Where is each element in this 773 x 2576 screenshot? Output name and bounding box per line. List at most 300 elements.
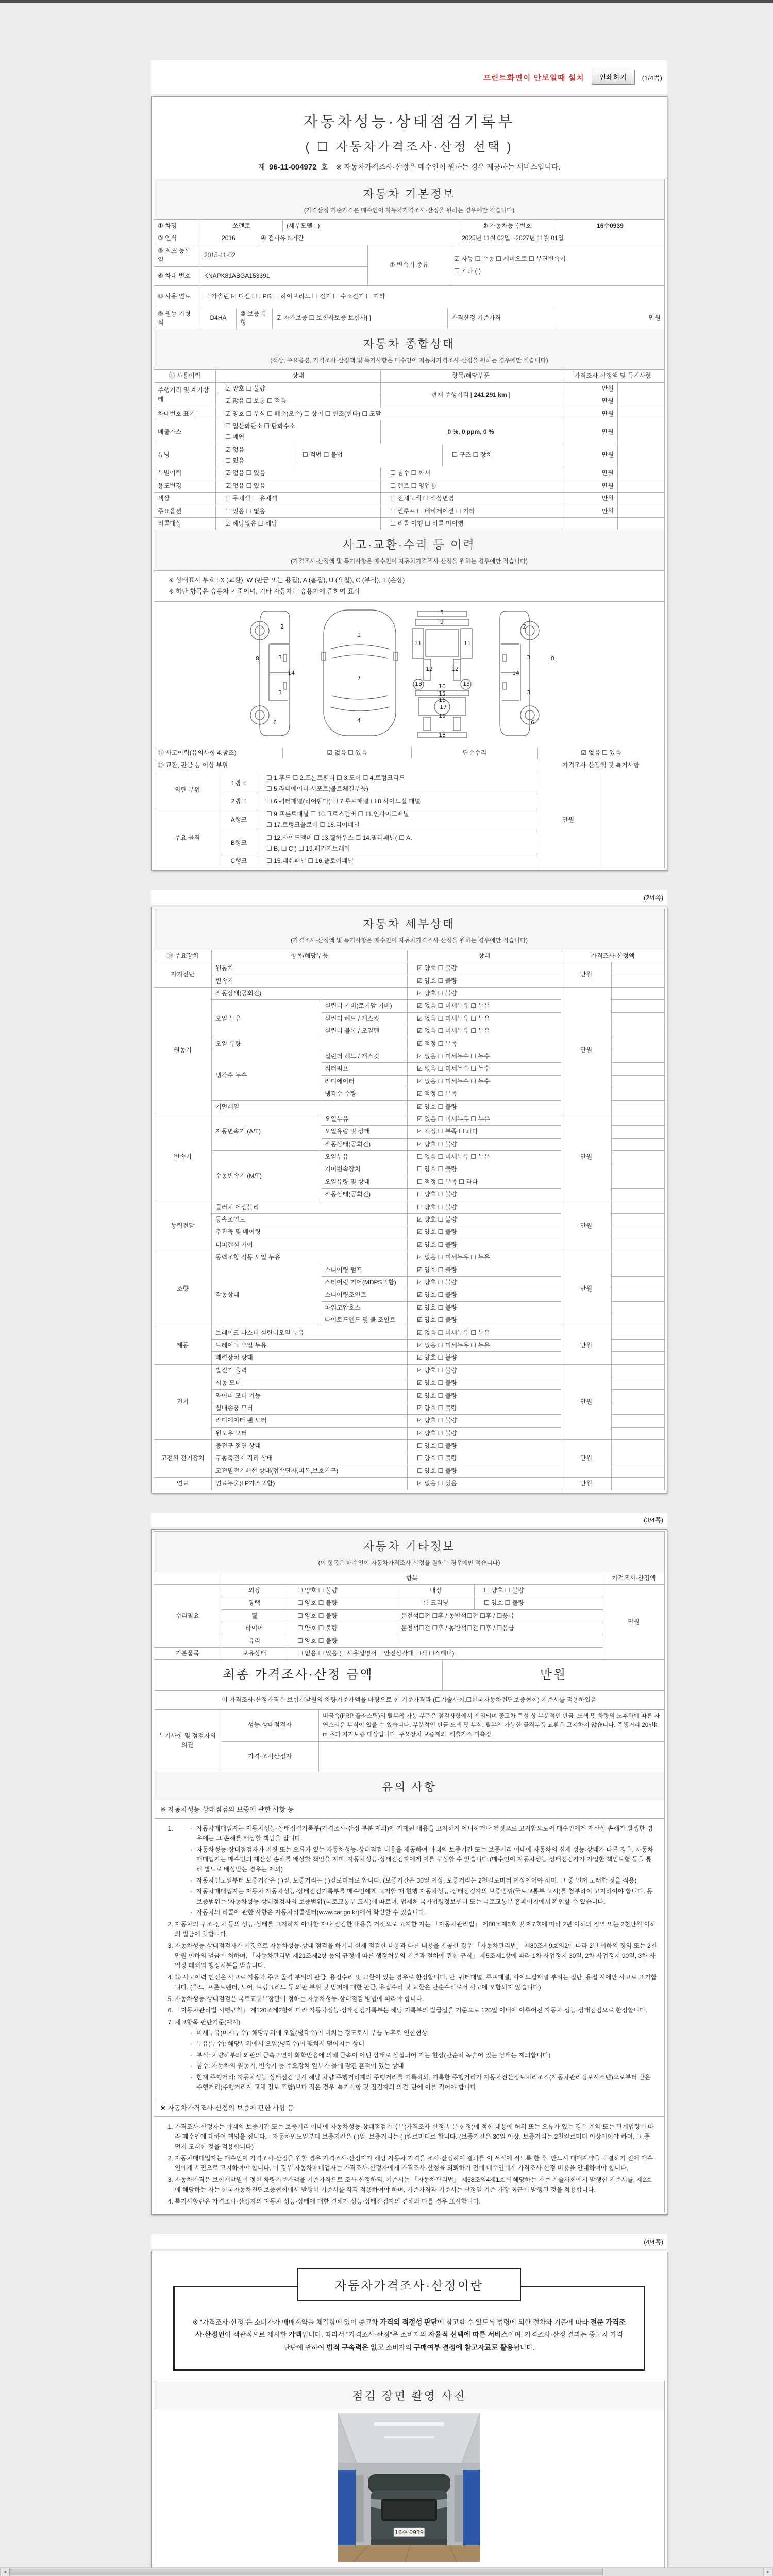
text-segment: 자율적 선택에 따른 서비스	[428, 2331, 508, 2339]
checkbox-group: ☑ 없음 ☐ 있음	[283, 747, 412, 759]
checkbox-group: ☐ 양호 ☐ 불량	[408, 1465, 561, 1477]
memo-cell	[612, 1301, 665, 1314]
svg-text:13: 13	[463, 680, 470, 687]
final-price-unit: 만원	[443, 1660, 665, 1691]
text-segment: 전문 가격조사·산정인	[195, 2318, 626, 2339]
item-label: 작동상태(공회전)	[321, 1138, 408, 1150]
checkbox-group: ☐ 전체도색 ☐ 색상변경	[381, 493, 561, 505]
memo-cell	[612, 1163, 665, 1176]
checkbox-line: ☐ 매연	[225, 433, 245, 441]
memo-cell	[618, 444, 665, 467]
checkbox-group: ☑ 없음 ☐ 미세누유 ☐ 누유	[408, 1251, 561, 1264]
item-label: 실린더 헤드 / 개스킷	[321, 1012, 408, 1025]
model-year-value: 2016	[200, 232, 257, 245]
overall-mileage-row	[154, 382, 665, 444]
memo-cell	[612, 1063, 665, 1075]
row-label: 튜닝	[154, 444, 216, 467]
overall-tuning-row	[154, 444, 665, 468]
memo-cell	[612, 988, 665, 1000]
notice-bullet: · 현재 주행거리: 자동차성능·상태점검 당시 해당 차량 주행거리계의 주행거리를 기록하되, 기록한 주행거리가 자동차전산정보처리조직(자동차관리정보시스템)으로부터 받은 주행거리(주행거리계 교체 정보 포함)보다 적은 경우 '특기사항 및 점검자의 의견' 란에 이를 적어야 합니다.	[190, 2073, 657, 2093]
memo-cell	[612, 1239, 665, 1251]
checkbox-group: ☐ 구조 ☐ 장치	[443, 444, 561, 467]
front-photo-image	[338, 2413, 480, 2562]
device-group: 자기진단	[154, 962, 212, 988]
memo-cell	[612, 1201, 665, 1213]
detail-table	[154, 950, 665, 1490]
overall-simple-rows	[154, 467, 665, 530]
item-label: 브레이크 마스터 실린더오일 누유	[212, 1327, 408, 1339]
item-label: 충전구 절연 상태	[212, 1440, 408, 1452]
item-label: 실린더 블록 / 오일팬	[321, 1025, 408, 1038]
checkbox-group: ☐ 양호 ☐ 불량	[288, 1585, 397, 1597]
checkbox-group: ☑ 양호 ☐ 불량	[408, 1289, 561, 1301]
memo-cell	[612, 1352, 665, 1364]
price-cell: 만원	[561, 988, 612, 1113]
item-label: 타이어	[221, 1622, 288, 1635]
checkbox-group: ☑ 양호 ☐ 불량	[408, 1314, 561, 1327]
price-cell: 만원	[561, 1201, 612, 1251]
notice-bullet: · 자동차의 리콜에 관한 사항은 자동차리콜센터(www.car.go.kr)에서 확인할 수 있습니다.	[190, 1908, 657, 1918]
service-note: ※ 자동차가격조사·산정은 매수인이 원하는 경우 제공하는 서비스입니다.	[335, 163, 561, 171]
price-cell: 만원	[603, 1585, 665, 1660]
memo-cell	[618, 467, 665, 480]
item-label: 냉각수 수량	[321, 1088, 408, 1100]
price-cell: 만원	[561, 1478, 612, 1490]
checkbox-group: ☐ 양호 ☐ 불량	[288, 1609, 397, 1622]
item-label: 스티어링조인트	[321, 1289, 408, 1301]
model-year-label: ③ 연식	[154, 232, 200, 245]
engine-type-value: D4HA	[200, 308, 237, 329]
item-label: 보유상태	[221, 1647, 288, 1659]
svg-text:3: 3	[527, 654, 530, 661]
price-cell: 만원	[561, 420, 618, 444]
checkbox-line: ☐ 17.트렁크플로어 ☐ 18.리어패널	[266, 821, 360, 829]
svg-text:18: 18	[439, 731, 446, 738]
checkbox-group: ☐ 있음 ☐ 없음	[216, 505, 381, 517]
checkbox-group: ☐ 적정 ☐ 부족 ☐ 과다	[408, 1176, 561, 1188]
section-notices	[154, 1772, 665, 1800]
memo-cell	[612, 1100, 665, 1113]
scrollbar-thumb[interactable]	[9, 2569, 603, 2575]
checkbox-group: ☑ 양호 ☐ 불량	[408, 1364, 561, 1377]
rank-label: B랭크	[221, 832, 257, 855]
text-segment: 소비자의	[383, 2343, 414, 2351]
memo-cell	[618, 395, 665, 408]
item-label: 추진축 및 베어링	[212, 1226, 408, 1239]
checkbox-group: ☑ 없음 ☐ 미세누유 ☐ 누유	[408, 1113, 561, 1125]
valuation-info-block	[154, 2253, 665, 2381]
price-cell: 만원	[561, 408, 618, 420]
item-label: 작동상태(공회전)	[212, 988, 408, 1000]
memo-cell	[612, 1402, 665, 1414]
memo-cell	[612, 1050, 665, 1062]
item-label: 오일누유	[321, 1151, 408, 1163]
memo-cell	[612, 1276, 665, 1289]
memo-cell	[612, 1364, 665, 1377]
memo-cell	[612, 962, 665, 975]
subgroup-label: 자동변속기 (A/T)	[212, 1113, 321, 1150]
svg-text:13: 13	[415, 680, 422, 687]
svg-text:5: 5	[440, 608, 444, 616]
item-label: 디퍼렌셜 기어	[212, 1239, 408, 1251]
item-label: 등속조인트	[212, 1214, 408, 1226]
section-inspection-photos	[154, 2381, 665, 2409]
memo-cell	[612, 1478, 665, 1490]
notice-bullet: · 자동차인도일부터 보증기간은 ( )일, 보증거리는 ( )킬로미터로 합니다. (보증기간은 30일 이상, 보증거리는 2천킬로미터 이상이어야 하며, 그 중 먼저 도래한 것을 적용)	[190, 1876, 657, 1886]
memo-cell	[612, 1226, 665, 1239]
col-state: 상태	[408, 950, 561, 962]
notice-1-body	[154, 1818, 665, 2098]
memo-cell	[612, 1189, 665, 1201]
notice-bullet: · 자동차성능·상태점검자가 거짓 또는 오류가 있는 자동차성능·상태점검 내용을 제공하여 아래의 보증기간 또는 보증거리 이내에 자동차의 실제 성능·상태가 다른 경우, 자동차매매업자는 매수인의 재산상 손해를 배상할 책임을 지며, 자동차성능·상태점검자에게 이를 구상할 수 있습니다.(매수인이 자동차성능·상태점검자가 가입한 책임보험 등을 통해 별도로 배상받는 경우는 제외)	[190, 1845, 657, 1875]
memo-cell	[612, 1339, 665, 1351]
svg-text:11: 11	[414, 639, 422, 647]
item-label: 오일유량 및 상태	[321, 1176, 408, 1188]
checkbox-group: ☑ 없음 ☐ 미세누유 ☐ 누유	[408, 1339, 561, 1351]
price-cell: 만원	[561, 1327, 612, 1364]
checkbox-group: ☑ 없음 ☐ 있음	[216, 480, 381, 492]
checkbox-line: ☐ 5.라디에이터 서포트(볼트체결부품)	[266, 785, 368, 793]
checkbox-group: ☑ 없음 ☐ 있음	[216, 467, 381, 480]
device-group: 원동기	[154, 988, 212, 1113]
transmission-options	[450, 245, 665, 285]
inspector-opinion-label: 성능·상태점검자	[221, 1709, 319, 1741]
checkbox-group: ☐ 양호 ☐ 불량	[408, 1440, 561, 1452]
svg-text:6: 6	[273, 719, 277, 726]
svg-text:6: 6	[531, 719, 534, 726]
item-label: 윈도우 모터	[212, 1427, 408, 1439]
section-title: 자동차 기타정보	[363, 1539, 456, 1553]
checkbox-group	[216, 420, 381, 444]
item-label: 타이로드엔드 및 볼 조인트	[321, 1314, 408, 1327]
price-cell: 만원	[561, 1113, 612, 1201]
notice-item: 2. 자동차매매업자는 매수인이 가격조사·산정을 원할 경우 가격조사·산정자가 해당 자동차 가격을 조사·산정하여 결과를 이 서식에 적도록 한 후, 반드시 매매계약을 체결하기 전에 매수인에게 서면으로 고지하여야 합니다. 이 경우 자동차매매업자는 가격조사·산정자에게 가격조사·산정을 의뢰하기 전에 매수인에게 가격조사·산정 비용을 안내하여야 합니다.	[175, 2154, 657, 2174]
report-page-2	[151, 907, 667, 1493]
section-note: (색상, 주요옵션, 가격조사·산정액 및 특기사항은 매수인이 자동차가격조사·산정을 원하는 경우에만 적습니다)	[270, 358, 548, 364]
checkbox-line: ☐ 있음	[225, 457, 245, 465]
rank-label: 1랭크	[221, 772, 257, 795]
device-group: 동력전달	[154, 1201, 212, 1251]
svg-text:16: 16	[439, 696, 446, 703]
notice-item: 4. 특기사항란은 가격조사·산정자의 자동차 성능·상태에 대한 견해가 성능·상태점검자의 견해와 다를 경우 표시합니다.	[175, 2197, 657, 2207]
price-cell: 만원	[561, 395, 618, 408]
checkbox-group: 운전석☐전 ☐후 / 동반석☐전 ☐후 / ☐응급	[397, 1609, 603, 1622]
checkbox-group: 운전석☐전 ☐후 / 동반석☐전 ☐후 / ☐응급	[397, 1622, 603, 1635]
basic-items-group: 기본품목	[154, 1647, 221, 1659]
checkbox-group: ☐ 없음 ☐ 미세누유 ☐ 누유	[408, 1151, 561, 1163]
memo-cell	[612, 1176, 665, 1188]
memo-cell	[612, 1327, 665, 1339]
checkbox-group: ☑ 양호 ☐ 불량	[408, 1264, 561, 1276]
checkbox-group	[257, 772, 537, 795]
item-label: 고전원전기배선 상태(접속단자,피복,보호기구)	[212, 1465, 408, 1477]
appraiser-opinion-label: 가격·조사산정자	[221, 1741, 319, 1772]
price-cell: 만원	[561, 493, 618, 505]
fuel-label: ⑧ 사용 연료	[154, 285, 200, 308]
checkbox-group: ☑ 없음 ☐ 미세누수 ☐ 누수	[408, 1075, 561, 1088]
checkbox-group: ☑ 양호 ☐ 불량	[408, 975, 561, 987]
transmission-label: ⑦ 변속기 종류	[368, 245, 450, 285]
svg-text:19: 19	[439, 712, 446, 719]
checkbox-line: ☐ 12.사이드멤버 ☐ 13.휠하우스 ☐ 14.필러패널( ☐ A,	[266, 834, 412, 841]
device-group: 연료	[154, 1478, 212, 1490]
memo-cell	[618, 480, 665, 492]
checkbox-group: ☑ 양호 ☐ 불량	[408, 1352, 561, 1364]
engine-type-label: ⑨ 원동 기형식	[154, 308, 200, 329]
checkbox-group: ☐ 양호 ☐ 불량	[408, 1452, 561, 1465]
device-group: 조향	[154, 1251, 212, 1327]
item-label: 휠	[221, 1609, 288, 1622]
vin-value: KNAPK81ABGA153391	[200, 266, 368, 285]
svg-text:10: 10	[439, 683, 446, 690]
svg-text:14: 14	[512, 669, 519, 676]
checkbox-group: ☑ 양호 ☐ 불량	[216, 382, 381, 395]
item-label: 배력장치 상태	[212, 1352, 408, 1364]
state-code-legend	[154, 570, 665, 602]
checkbox-group: ☐ 썬루프 ☐ 네비게이션 ☐ 기타	[381, 505, 561, 517]
checkbox-group: ☑ 없음 ☐ 있음	[408, 1478, 561, 1490]
row-label: 색상	[154, 493, 216, 505]
checkbox-group: ☑ 없음 ☐ 미세누유 ☐ 누유	[408, 1025, 561, 1038]
repair-group: 수리필요	[154, 1585, 221, 1648]
checkbox-group: ☑ 많음 ☐ 보통 ☐ 적음	[216, 395, 381, 408]
item-label: 오일유량 및 상태	[321, 1126, 408, 1138]
frame-group: 주요 골격	[154, 808, 221, 868]
row-label: 용도변경	[154, 480, 216, 492]
checkbox-group: ☑ 양호 ☐ 불량	[408, 1276, 561, 1289]
submodel-label: (세부모델 : )	[283, 220, 458, 232]
svg-text:3: 3	[527, 689, 530, 696]
memo-cell	[618, 493, 665, 505]
price-cell: 만원	[537, 772, 599, 868]
notice-2-title: ※ 자동차가격조사·산정의 보증에 관한 사항 등	[154, 2098, 665, 2117]
section-title: 자동차 기본정보	[363, 188, 456, 200]
remarks-label: 특기사항 및 점검자의 의견	[154, 1709, 221, 1772]
item-label: 파워고압호스	[321, 1301, 408, 1314]
svg-text:3: 3	[278, 689, 282, 696]
legend-line: ※ 하단 항목은 승용차 기준이며, 기타 자동차는 승용차에 준하여 표시	[169, 587, 360, 595]
checkbox-group: ☐ 기타 ( )	[454, 267, 481, 275]
price-cell: 만원	[561, 444, 618, 467]
reg-no-value: 16수0939	[556, 220, 665, 232]
price-cell: 만원	[561, 382, 618, 395]
appraiser-opinion-text	[319, 1741, 665, 1772]
simple-repair-label: 단순수리	[412, 747, 538, 759]
basic-info-row-3	[154, 245, 665, 286]
exchange-header-row	[154, 759, 665, 772]
outer-panel-group: 외판 부위	[154, 772, 221, 808]
col-item: 항목/해당부품	[381, 370, 561, 382]
report-page-1	[151, 96, 667, 871]
memo-cell	[599, 772, 665, 868]
item-label: 라디에이터 팬 모터	[212, 1415, 408, 1427]
base-price-label: 가격산정 기준가격	[448, 308, 553, 329]
car-diagram-svg	[244, 608, 574, 738]
item-label: 시동 모터	[212, 1377, 408, 1389]
emission-values: 0 %, 0 ppm, 0 %	[381, 420, 561, 444]
item-label: 브레이크 오일 누유	[212, 1339, 408, 1351]
notice-item: 1. 가격조사·산정자는 아래의 보증기간 또는 보증거리 이내에 자동차성능·상태점검기록부(가격조사·산정 부분 한정)에 적힌 내용에 허위 또는 오류가 있는 경우 계약 또는 관계법령에 따라 매수인에 대하여 책임을 집니다. · 자동차인도일부터 보증기간은 ( )일, 보증거리는 ( )킬로미터로 합니다. (보증기간은 30일 이상, 보증거리는 2천킬로미터 이상이어야 하며, 그 중 먼저 도래한 것을 적용합니다)	[175, 2122, 657, 2152]
checkbox-group: ☑ 양호 ☐ 불량	[408, 1427, 561, 1439]
print-install-hint: 프린트화면이 안보일때 설치	[483, 73, 584, 82]
page-marker-1: (1/4쪽)	[642, 74, 662, 82]
checkbox-group: ☑ 양호 ☐ 불량	[408, 1239, 561, 1251]
memo-cell	[612, 1289, 665, 1301]
memo-cell	[612, 1465, 665, 1477]
section-note: (가격조사·산정액 및 특기사항은 매수인이 자동차가격조사·산정을 원하는 경우에만 적습니다)	[291, 937, 528, 944]
mileage-value-cell	[381, 382, 561, 408]
item-label: 유리	[221, 1635, 288, 1647]
inspection-photo-front	[154, 2409, 665, 2569]
memo-cell	[612, 1025, 665, 1038]
checkbox-group: ☑ 적정 ☐ 부족	[408, 1088, 561, 1100]
etc-table	[154, 1572, 665, 1660]
text-segment: 법적 구속력은 없고	[326, 2343, 384, 2351]
doc-no-prefix: 제	[258, 163, 265, 171]
memo-cell	[612, 1251, 665, 1264]
notice-bullet: · 누유(누수): 해당부위에서 오일(냉각수)이 맺혀서 떨어지는 상태	[190, 2039, 657, 2049]
col-state: 상태	[216, 370, 381, 382]
price-cell: 만원	[561, 1251, 612, 1327]
notice-1-title: ※ 자동차성능·상태점검의 보증에 관한 사항 등	[154, 1800, 665, 1819]
item-label: 스티어링 기어(MDPS포함)	[321, 1276, 408, 1289]
price-cell: 만원	[561, 962, 612, 988]
item-label: 원동기	[212, 962, 408, 975]
memo-cell	[612, 1038, 665, 1050]
report-subtitle: ( ☐ 자동차가격조사·산정 선택 )	[305, 140, 513, 154]
text-segment: 가격의 적절성 판단	[380, 2318, 438, 2327]
col-price: 가격조사·산정액	[603, 1572, 665, 1584]
notice-item: 4. ⑫ 사고이력 인정은 사고로 자동차 주요 골격 부위의 판금, 용접수리 및 교환이 있는 경우로 한정합니다. 단, 쿼터패널, 루프패널, 사이드실패널 부위는 절단, 용접 시에만 사고로 표기합니다. (후드, 프론트펜더, 도어, 트렁크리드 등 외판 부위 및 범퍼에 대한 판금, 용접수리 및 교환은 단순수리로서 사고에 포함되지 않습니다)	[175, 1973, 657, 1993]
item-label: 라디에이터	[321, 1075, 408, 1088]
basic-info-row-2	[154, 232, 665, 245]
checkbox-line: ☐ 9.프론트패널 ☐ 10.크로스멤버 ☐ 11.인사이드패널	[266, 810, 409, 818]
memo-cell	[612, 1126, 665, 1138]
print-button[interactable]: 인쇄하기	[592, 70, 635, 85]
checkbox-line: ☐ B, ☐ C ) ☐ 19.패키지트레이	[266, 845, 350, 853]
notice-item: 6. 「자동차관리법 시행규칙」 제120조제2항에 따라 자동차성능·상태점검기록부는 해당 기록부의 발급일을 기준으로 120일 이내에 이루어진 자동차 성능·상태점검으로 한정합니다.	[175, 2006, 657, 2015]
notice-item	[175, 1824, 657, 1918]
checkbox-group: ☑ 양호 ☐ 부식 ☐ 훼손(오손) ☐ 상이 ☐ 변조(변타) ☐ 도말	[216, 408, 561, 420]
device-group: 고전원 전기장치	[154, 1440, 212, 1478]
checkbox-group: ☐ 양호 ☐ 불량	[408, 1201, 561, 1213]
checkbox-group: ☐ 침수 ☐ 화재	[381, 467, 561, 480]
memo-cell	[618, 505, 665, 517]
legend-line: ※ 상태표시 부호 : X (교환), W (판금 또는 용접), A (흠집), U (요철), C (부식), T (손상)	[169, 577, 405, 584]
text-segment: ※ "가격조사·산정"은 소비자가 매매계약을 체결함에 있어 중고차	[192, 2318, 380, 2327]
col-device: ⑭ 주요장치	[154, 950, 212, 962]
notice-bullet: · 자동차매매업자는 자동차 자동차성능·상태점검기록부를 매수인에게 고지할 때 현행 자동차성능·상태점검자의 보증범위(국토교통부 고시)를 첨부하여 고지하여야 합니다. 동 보증범위는 '자동차성능·상태점검자의 보증범위'(국토교통부 고시)에 따르며, 법제처 국가법령정보센터 또는 국토교통부 홈페이지에서 확인할 수 있습니다.	[190, 1887, 657, 1907]
memo-cell	[612, 1151, 665, 1163]
text-segment: 이 객관적으로 제시한	[224, 2331, 289, 2339]
svg-text:16수 0939: 16수 0939	[394, 2529, 424, 2536]
base-price-unit: 만원	[553, 308, 665, 329]
section-title: 자동차 종합상태	[363, 337, 456, 351]
section-note: (가격조사·산정액 및 특기사항은 매수인이 자동차가격조사·산정을 원하는 경우에만 적습니다)	[291, 558, 528, 565]
text-segment: 가액	[288, 2331, 302, 2339]
scroll-left-arrow[interactable]: ◄	[0, 2568, 10, 2576]
exchange-label: ⑬ 교환, 판금 등 이상 부위	[154, 759, 537, 772]
mileage-value: 241,291 km	[474, 391, 507, 398]
price-cell	[561, 518, 618, 530]
checkbox-group: ☐ 양호 ☐ 불량	[288, 1622, 397, 1635]
section-etc-info	[154, 1531, 665, 1572]
item-label: 오일 유량	[212, 1038, 408, 1050]
doc-no-suffix: 호	[321, 163, 328, 171]
device-group: 전기	[154, 1364, 212, 1439]
basic-info-row-5	[154, 308, 665, 330]
checkbox-group: ☑ 양호 ☐ 불량	[408, 1415, 561, 1427]
basic-info-row-1	[154, 219, 665, 232]
checkbox-group: ☑ 양호 ☐ 불량	[408, 1100, 561, 1113]
row-label: 특별이력	[154, 467, 216, 480]
col-item: 항목/해당부품	[212, 950, 408, 962]
checkbox-group: ☑ 양호 ☐ 불량	[408, 1138, 561, 1150]
svg-text:2: 2	[523, 623, 526, 630]
price-basis-statement: 이 가격조사·산정가격은 보험개발원의 차량기준가액을 바탕으로 한 기준가격과 (☐기술사회,☐한국자동차진단보증협회) 기준서를 적용하였음	[154, 1691, 665, 1709]
checkbox-group: ☑ 적정 ☐ 부족	[408, 1038, 561, 1050]
col-item: 항목	[221, 1572, 603, 1584]
report-header	[154, 99, 665, 179]
checkbox-group: ☑ 없음 ☐ 있음	[538, 747, 665, 759]
doc-no: 96-11-004972	[269, 163, 317, 172]
notice-bullet: · 부식: 차량하부와 외판의 금속표면이 화학반응에 의해 금속이 아닌 상태로 상실되어 가는 현상(단순히 녹슬어 있는 상태는 제외합니다)	[190, 2050, 657, 2060]
checkbox-group: ☐ 양호 ☐ 불량	[475, 1597, 603, 1609]
checkbox-group: ☐ 적법 ☐ 불법	[293, 444, 443, 467]
item-label: 발전기 출력	[212, 1364, 408, 1377]
notice-item: 3. 자동차가격은 보험개발원이 정한 차량기준가액을 기준가격으로 조사·산정하되, 기준서는 「자동차관리법」 제58조의4제1호에 해당하는 자는 기술사회에서 발행한 기준서를, 제2호에 해당하는 자는 한국자동차진단보증협회에서 발행한 기준서를 각각 적용하여야 하며, 기준가격과 기준서는 산정일 기준 가장 최근에 발행된 것을 적용합니다.	[175, 2175, 657, 2195]
memo-cell	[612, 975, 665, 987]
item-label: 오일누유	[321, 1113, 408, 1125]
section-title: 유의 사항	[381, 1780, 437, 1793]
section-note: (이 항목은 매수인이 자동차가격조사·산정을 원하는 경우에만 적습니다)	[318, 1560, 500, 1566]
inspection-valid-label: ④ 검사유효기간	[257, 232, 458, 245]
item-label: 실린더 헤드 / 개스킷	[321, 1050, 408, 1062]
checkbox-group	[216, 444, 293, 467]
row-label: 주행거리 및 계기상태	[154, 382, 216, 408]
svg-text:8: 8	[256, 655, 259, 662]
checkbox-group: ☑ 없음 ☐ 미세누유 ☐ 누유	[408, 1000, 561, 1012]
svg-text:7: 7	[357, 674, 361, 682]
horizontal-scrollbar[interactable]	[0, 2567, 773, 2576]
memo-cell	[618, 382, 665, 395]
item-label: 워터펌프	[321, 1063, 408, 1075]
memo-cell	[618, 408, 665, 420]
col-usage-history: ⑪ 사용이력	[154, 370, 216, 382]
notice-item	[175, 2018, 657, 2093]
price-cell: 만원	[561, 1364, 612, 1439]
checkbox-group: ☑ 양호 ☐ 불량	[408, 1377, 561, 1389]
svg-text:11: 11	[464, 639, 471, 647]
memo-cell	[612, 1427, 665, 1439]
checkbox-line: ☐ 일산화탄소 ☐ 탄화수소	[225, 422, 295, 430]
checkbox-group: ☑ 없음 ☐ 미세누유 ☐ 누유	[408, 1327, 561, 1339]
text-segment: 됩니다.	[513, 2343, 535, 2351]
page-marker-2: (2/4쪽)	[151, 890, 667, 905]
svg-text:12: 12	[451, 665, 459, 672]
section-note: (가격산정 기준가격은 매수인이 자동차가격조사·산정을 원하는 경우에만 적습니다)	[304, 208, 515, 214]
price-cell: 만원	[561, 505, 618, 517]
item-label: 클러치 어셈블리	[212, 1201, 408, 1213]
notice-bullet: · 미세누유(미세누수): 해당부위에 오일(냉각수)이 비치는 정도로서 부품 노후로 인한현상	[190, 2028, 657, 2038]
memo-cell	[612, 1452, 665, 1465]
scroll-right-arrow[interactable]: ►	[763, 2568, 773, 2576]
report-page-3	[151, 1529, 667, 2215]
checkbox-group: ☐ 양호 ☐ 불량	[408, 1163, 561, 1176]
remarks-table	[154, 1709, 665, 1772]
device-group: 변속기	[154, 1113, 212, 1201]
svg-text:2: 2	[280, 623, 284, 630]
